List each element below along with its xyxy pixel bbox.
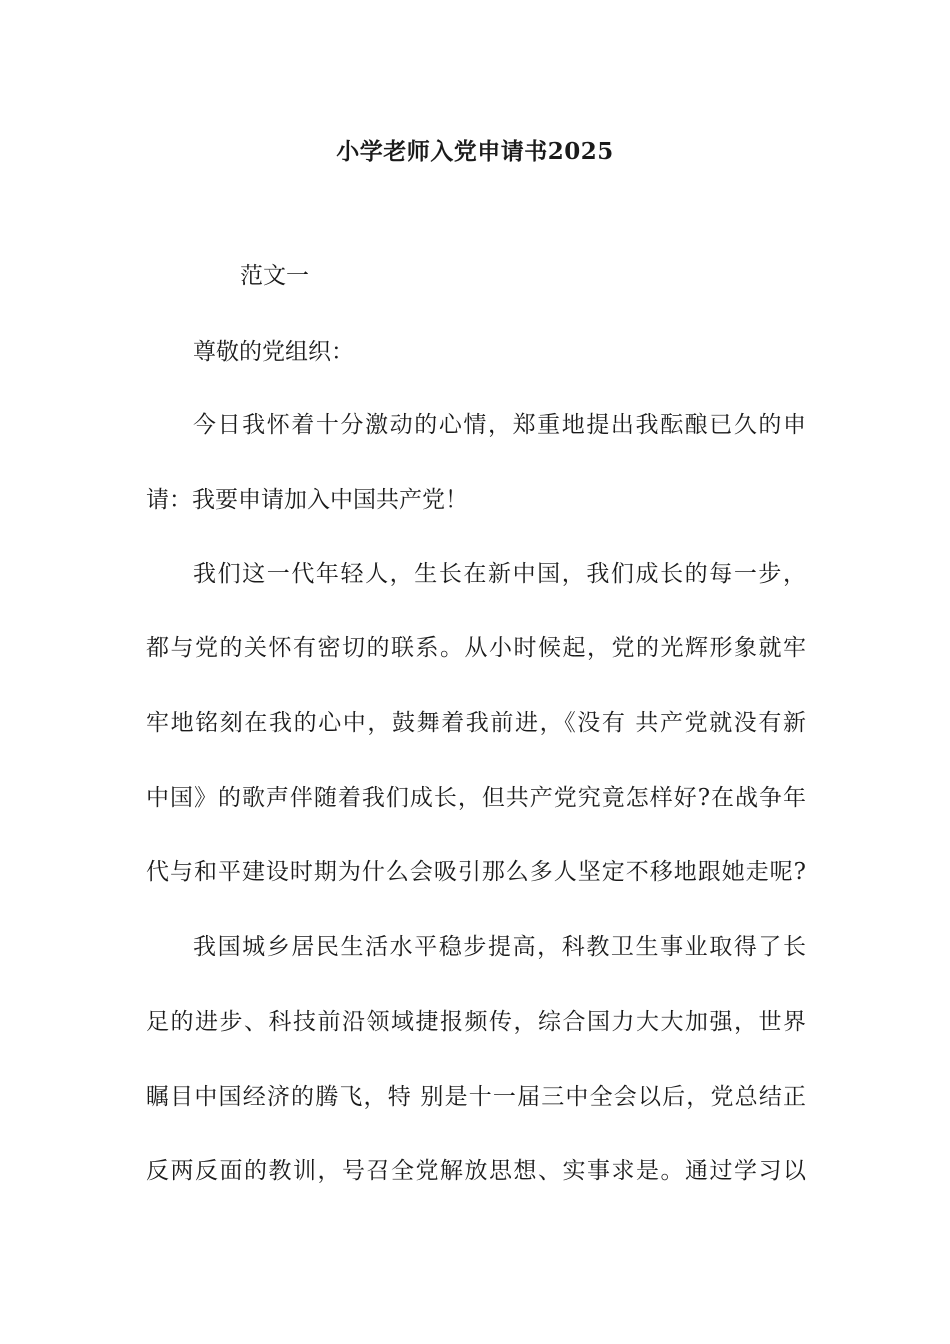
- paragraph-line: 瞩目中国经济的腾飞，特 别是十一届三中全会以后，党总结正: [146, 1084, 806, 1110]
- paragraph-line: 足的进步、科技前沿领域捷报频传，综合国力大大加强，世界: [146, 1009, 806, 1035]
- paragraph-line: 我国城乡居民生活水平稳步提高，科教卫生事业取得了长: [193, 934, 806, 960]
- paragraph-line: 代与和平建设时期为什么会吸引那么多人坚定不移地跟她走呢?: [146, 859, 806, 885]
- salutation: 尊敬的党组织：: [193, 339, 354, 365]
- section-heading: 范文一: [240, 263, 309, 289]
- paragraph-line: 都与党的关怀有密切的联系。从小时候起，党的光辉形象就牢: [146, 635, 806, 661]
- paragraph-line: 今日我怀着十分激动的心情，郑重地提出我酝酿已久的申: [193, 412, 806, 438]
- paragraph-line: 请：我要申请加入中国共产党！: [146, 487, 468, 513]
- paragraph-line: 我们这一代年轻人，生长在新中国，我们成长的每一步，: [193, 561, 806, 587]
- document-title: 小学老师入党申请书2025: [336, 138, 614, 165]
- paragraph-line: 中国》的歌声伴随着我们成长，但共产党究竟怎样好?在战争年: [146, 785, 806, 811]
- paragraph-line: 牢地铭刻在我的心中，鼓舞着我前进，《没有 共产党就没有新: [146, 710, 806, 736]
- paragraph-line: 反两反面的教训，号召全党解放思想、实事求是。通过学习以: [146, 1158, 806, 1184]
